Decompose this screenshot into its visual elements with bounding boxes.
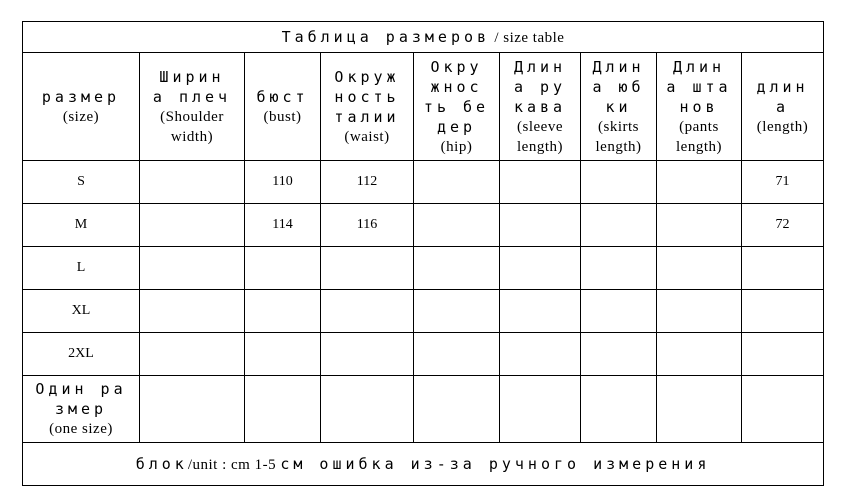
table-cell (742, 247, 824, 290)
table-cell: 112 (321, 161, 414, 204)
table-cell (742, 376, 824, 443)
column-header-en-line: (bust) (263, 108, 302, 125)
table-cell (414, 247, 500, 290)
one-size-ru-line-1: Один ра (35, 380, 127, 398)
table-cell (657, 161, 742, 204)
column-header (581, 53, 657, 161)
column-header-ru-line: а (776, 97, 790, 116)
column-header-ru-line: а плеч (152, 87, 232, 106)
table-row (23, 247, 824, 290)
table-row (23, 333, 824, 376)
column-header-en-line: (sleeve (517, 118, 563, 135)
size-label: M (23, 204, 140, 247)
table-cell: 71 (742, 161, 824, 204)
table-cell: 116 (321, 204, 414, 247)
table-cell (581, 333, 657, 376)
table-cell (245, 376, 321, 443)
column-header-en-line: (hip) (440, 138, 473, 155)
table-cell (500, 290, 581, 333)
size-label: XL (23, 290, 140, 333)
column-header-ru-line: а ру (513, 77, 567, 96)
table-cell (414, 333, 500, 376)
column-header-en-line: length) (676, 138, 722, 155)
table-cell: 114 (245, 204, 321, 247)
column-header (742, 53, 824, 161)
table-cell (657, 376, 742, 443)
column-header-en-line: length) (517, 138, 563, 155)
column-header (245, 53, 321, 161)
column-header (500, 53, 581, 161)
one-size-ru-line-2: змер (54, 400, 108, 418)
table-cell (321, 290, 414, 333)
table-cell: 110 (245, 161, 321, 204)
column-header (321, 53, 414, 161)
table-cell (140, 376, 245, 443)
table-cell (321, 376, 414, 443)
table-cell (245, 333, 321, 376)
header-row (23, 53, 824, 161)
table-cell (140, 204, 245, 247)
column-header-en-line: (size) (62, 108, 100, 125)
footer-ru-prefix: блок (135, 454, 188, 473)
column-header-en-line: length) (595, 138, 642, 155)
column-header-ru-line: бюст (256, 87, 309, 106)
column-header-ru-line: Длин (672, 57, 726, 76)
column-header-en-line: (Shoulder (160, 108, 224, 125)
table-cell (657, 247, 742, 290)
column-header-en-line: width) (170, 128, 214, 145)
title-en: size table (503, 29, 565, 46)
column-header (657, 53, 742, 161)
table-row (23, 290, 824, 333)
table-row (23, 204, 824, 247)
column-header-ru-line: Ширин (159, 67, 225, 86)
size-label: L (23, 247, 140, 290)
column-header-en-line: (skirts (598, 118, 639, 135)
table-cell (245, 247, 321, 290)
column-header-ru-line: Окру (430, 57, 483, 76)
title-separator: / (490, 29, 504, 46)
table-cell (581, 161, 657, 204)
column-header-ru-line: размер (41, 87, 121, 106)
column-header-ru-line: дер (436, 117, 477, 136)
column-header-ru-line: Длин (513, 57, 567, 76)
column-header-ru-line: кава (513, 97, 567, 116)
column-header (23, 53, 140, 161)
column-header-ru-line: ность (334, 87, 400, 106)
column-header-ru-line: длин (756, 77, 809, 96)
column-header-ru-line: Длин (592, 57, 645, 76)
column-header-ru-line: нов (679, 97, 719, 116)
table-cell (140, 161, 245, 204)
column-header-ru-line: а юб (592, 77, 645, 96)
table-cell (140, 290, 245, 333)
column-header-ru-line: талии (334, 107, 400, 126)
table-cell (581, 204, 657, 247)
column-header (140, 53, 245, 161)
table-cell (321, 333, 414, 376)
table-cell: 72 (742, 204, 824, 247)
title-ru: Таблица размеров (281, 27, 491, 46)
size-label: S (23, 161, 140, 204)
table-cell (414, 204, 500, 247)
size-table (22, 21, 824, 486)
table-cell (581, 290, 657, 333)
table-cell (742, 290, 824, 333)
column-header-ru-line: ть бе (423, 97, 490, 116)
table-cell (657, 333, 742, 376)
table-title (23, 22, 824, 53)
column-header-en-line: (length) (756, 118, 809, 135)
table-cell (140, 333, 245, 376)
column-header-ru-line: жнос (430, 77, 483, 96)
column-header-ru-line: ки (605, 97, 632, 116)
one-size-en: (one size) (49, 421, 113, 437)
table-cell (742, 333, 824, 376)
table-cell (414, 161, 500, 204)
column-header-ru-line: Окруж (334, 67, 400, 86)
size-label: 2XL (23, 333, 140, 376)
table-cell (581, 247, 657, 290)
table-cell (581, 376, 657, 443)
table-cell (657, 204, 742, 247)
table-cell (500, 204, 581, 247)
table-cell (245, 290, 321, 333)
column-header-en-line: (waist) (344, 128, 390, 145)
table-cell (500, 161, 581, 204)
table-row-one-size (23, 376, 824, 443)
table-cell (500, 247, 581, 290)
one-size-label (23, 376, 140, 443)
column-header-en-line: (pants (679, 118, 719, 135)
table-cell (140, 247, 245, 290)
footer-unit: /unit : cm 1-5 (187, 456, 281, 473)
table-cell (500, 376, 581, 443)
table-cell (657, 290, 742, 333)
table-cell (414, 376, 500, 443)
table-cell (500, 333, 581, 376)
table-cell (414, 290, 500, 333)
footer-ru-suffix: см ошибка из-за ручного измерения (280, 454, 711, 473)
table-row (23, 161, 824, 204)
data-rows (23, 161, 824, 376)
table-cell (321, 247, 414, 290)
column-header (414, 53, 500, 161)
table-footer (23, 443, 824, 486)
column-header-ru-line: а шта (666, 77, 732, 96)
